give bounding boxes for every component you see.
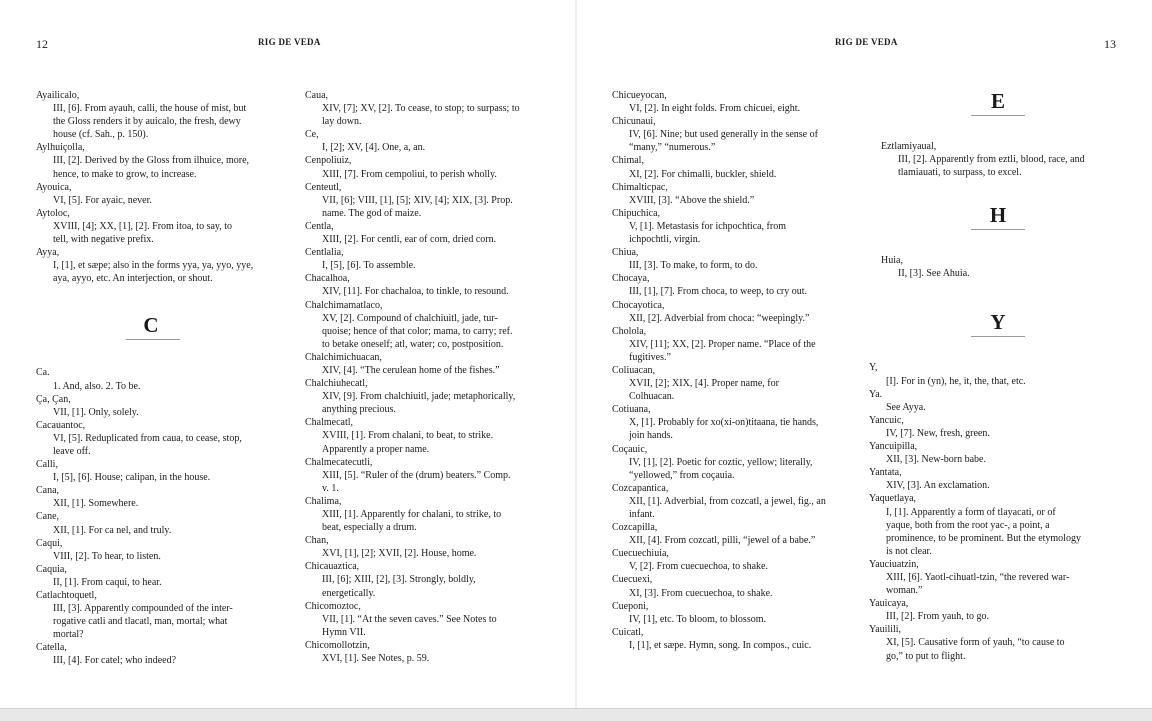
- entry-definition-line: XIII, [2]. For centli, ear of corn, dried corn.: [322, 234, 497, 246]
- entry-headword: Yancuipilla,: [869, 441, 918, 453]
- entries-a: [36, 89, 272, 285]
- entries-c-right: [612, 89, 850, 652]
- entry-definition-line: V, [1]. Metastasis for ichpochtica, from: [629, 220, 786, 232]
- glossary-entry: [36, 510, 272, 536]
- entry-headword: Ayouica,: [36, 181, 72, 193]
- entry-headword: Coçauic,: [612, 443, 648, 455]
- section-c: [36, 313, 272, 340]
- entry-definition-line: infant.: [629, 509, 655, 520]
- entry-definition-line: XI, [5]. Causative form of yauh, “to cause to: [886, 637, 1065, 649]
- entry-headword: Chiua,: [612, 247, 639, 259]
- entry-headword: Cozcapantica,: [612, 482, 669, 494]
- entry-definition-line: “many,” “numerous.”: [629, 142, 716, 154]
- glossary-entry: [612, 181, 850, 207]
- entry-headword: Centeutl,: [305, 181, 342, 193]
- entry-definition-line: XIII, [5]. “Ruler of the (drum) beaters.” Comp.: [322, 469, 511, 481]
- entry-definition-line: XVII, [2]; XIX, [4]. Proper name, for: [629, 378, 779, 390]
- entry-headword: Chicueyocan,: [612, 90, 667, 101]
- entry-headword: Chocayotica,: [612, 299, 665, 311]
- entry-definition-line: XII, [2]. Adverbial from choca: “weepingly.”: [629, 312, 810, 324]
- entries-y: [869, 361, 1119, 662]
- entry-headword: Ayailicalo,: [36, 90, 80, 101]
- glossary-entry: [36, 537, 272, 563]
- entry-definition-line: VI, [5]. Reduplicated from caua, to cease, stop,: [53, 432, 242, 444]
- glossary-entry: [305, 456, 545, 495]
- entry-definition-line: II, [1]. From caqui, to hear.: [53, 576, 162, 588]
- glossary-entry: [36, 563, 272, 589]
- entry-headword: Aylhuiçolla,: [36, 142, 85, 154]
- entry-definition-line: quoise; hence of that color; mama, to carry; ref.: [322, 325, 513, 337]
- entry-definition-line: prominence, to be prominent. But the etymology: [886, 532, 1081, 544]
- glossary-entry: [881, 254, 1119, 280]
- entry-definition-line: II, [3]. See Ahuia.: [898, 268, 970, 280]
- entry-definition-line: I, [1], et sæpe. Hymn, song. In compos., cuic.: [629, 639, 812, 651]
- entries-c-cont: [305, 89, 545, 665]
- entries-e: [869, 140, 1119, 179]
- glossary-entry: [305, 89, 545, 128]
- entry-definition-line: v. 1.: [322, 482, 339, 494]
- entry-definition-line: VII, [1]. “At the seven caves.” See Notes to: [322, 613, 497, 625]
- glossary-entry: [869, 414, 1119, 440]
- glossary-entry: [612, 207, 850, 246]
- entry-definition-line: aya, ayyo, etc. An interjection, or shout.: [53, 273, 213, 285]
- glossary-entry: [36, 484, 272, 510]
- entry-definition-line: XII, [1]. Adverbial, from cozcatl, a jewel, fig., an: [629, 495, 826, 507]
- entry-headword: Caquia,: [36, 563, 67, 575]
- entry-headword: Chan,: [305, 535, 329, 547]
- entry-headword: Ayya,: [36, 247, 60, 259]
- entry-definition-line: XIV, [9]. From chalchiuitl, jade; metaphorically,: [322, 391, 516, 403]
- entry-headword: Cozcapilla,: [612, 522, 658, 534]
- entry-definition-line: tlamiauati, to surpass, to excel.: [898, 167, 1022, 179]
- glossary-entry: [305, 600, 545, 639]
- glossary-entry: [612, 547, 850, 573]
- section-h: [869, 203, 1119, 230]
- entry-headword: Catella,: [36, 642, 67, 654]
- glossary-entry: [612, 115, 850, 154]
- entry-definition-line: XIII, [1]. Apparently for chalani, to strike, to: [322, 509, 502, 520]
- glossary-entry: [305, 220, 545, 246]
- section-letter-c: C: [143, 313, 159, 338]
- glossary-entry: [36, 589, 272, 641]
- entry-headword: Huia,: [881, 255, 903, 267]
- entry-definition-line: III, [6]. From ayauh, calli, the house of mist, but: [53, 103, 247, 115]
- glossary-entry: [305, 351, 545, 377]
- entry-definition-line: I, [1]. Apparently a form of tlayacati, or of: [886, 506, 1056, 518]
- entry-definition-line: VIII, [2]. To hear, to listen.: [53, 550, 161, 562]
- glossary-entry: [305, 128, 545, 154]
- entry-definition-line: III, [2]. Derived by the Gloss from ilhuice, more,: [53, 155, 250, 167]
- entry-definition-line: is not clear.: [886, 545, 932, 557]
- entry-headword: Cana,: [36, 485, 60, 497]
- entry-definition-line: Hymn VII.: [322, 626, 366, 638]
- entry-definition-line: XIV, [11]; XX, [2]. Proper name. “Place of the: [629, 338, 816, 350]
- entry-headword: Chicomollotzin,: [305, 639, 370, 651]
- entry-definition-line: I, [5], [6]. House; calipan, in the house.: [53, 472, 211, 484]
- viewer-bottom-bar: [0, 708, 1152, 721]
- glossary-entry: [612, 272, 850, 298]
- entry-headword: Cuecuechiuia,: [612, 548, 669, 560]
- entry-headword: Yancuic,: [869, 414, 904, 426]
- entry-definition-line: anything precious.: [322, 404, 396, 416]
- entry-headword: Cuecuexi,: [612, 574, 653, 586]
- entry-definition-line: the Gloss renders it by auicalo, the fresh, dewy: [53, 116, 241, 128]
- glossary-entry: [305, 246, 545, 272]
- entry-definition-line: XIV, [3]. An exclamation.: [886, 480, 990, 492]
- entry-definition-line: XVIII, [1]. From chalani, to beat, to strike.: [322, 430, 494, 442]
- entry-definition-line: tell, with negative prefix.: [53, 234, 154, 246]
- entry-definition-line: fugitives.”: [629, 351, 671, 363]
- entry-definition-line: III, [6]; XIII, [2], [3]. Strongly, boldly,: [322, 574, 476, 586]
- entry-definition-line: XVI, [1], [2]; XVII, [2]. House, home.: [322, 548, 477, 560]
- right-page-number: 13: [1104, 37, 1116, 51]
- entry-headword: Chalchimamatlaco,: [305, 299, 383, 311]
- glossary-entry: [305, 534, 545, 560]
- glossary-entry: [305, 639, 545, 665]
- entry-headword: Catlachtoquetl,: [36, 590, 97, 601]
- entry-definition-line: IV, [1], [2]. Poetic for coztic, yellow; literally,: [629, 456, 813, 468]
- entry-headword: Centla,: [305, 220, 334, 232]
- glossary-entry: [36, 246, 272, 285]
- entry-headword: Ça, Çan,: [36, 393, 71, 405]
- entry-definition-line: Apparently a proper name.: [322, 443, 430, 455]
- entry-definition-line: VI, [2]. In eight folds. From chicuei, eight.: [629, 103, 801, 115]
- entry-definition-line: IV, [6]. Nine; but used generally in the sense of: [629, 129, 818, 141]
- entry-definition-line: rogative catli and tlacatl, man, mortal; what: [53, 616, 228, 628]
- glossary-entry: [612, 626, 850, 652]
- entry-headword: Eztlamiyaual,: [881, 141, 937, 152]
- section-letter-y: Y: [990, 310, 1006, 335]
- left-page-number: 12: [36, 37, 48, 51]
- glossary-entry: [305, 181, 545, 220]
- glossary-entry: [612, 482, 850, 521]
- glossary-entry: [305, 299, 545, 351]
- section-rule: [971, 229, 1025, 230]
- entry-definition-line: XIII, [6]. Yaotl-cihuatl-tzin, “the revered war-: [886, 571, 1070, 583]
- entry-definition-line: III, [3]. To make, to form, to do.: [629, 260, 758, 272]
- entry-headword: Yauciuatzin,: [869, 558, 919, 570]
- entry-definition-line: XIV, [11]. For chachaloa, to tinkle, to resound.: [322, 286, 509, 298]
- entry-definition-line: XII, [3]. New-born babe.: [886, 454, 986, 466]
- glossary-entry: [612, 364, 850, 403]
- left-column-1: [36, 89, 272, 668]
- entry-definition-line: yaque, both from the root yac-, a point, a: [886, 519, 1050, 531]
- entry-definition-line: See Ayya.: [886, 401, 926, 413]
- glossary-entry: [36, 89, 272, 141]
- entry-definition-line: I, [1], et sæpe; also in the forms yya, ya, yyo, yye,: [53, 260, 254, 272]
- entry-definition-line: Colhuacan.: [629, 391, 675, 403]
- entry-definition-line: XII, [1]. For ca nel, and truly.: [53, 524, 172, 536]
- entry-headword: Cacauantoc,: [36, 419, 86, 431]
- entry-definition-line: mortal?: [53, 629, 84, 641]
- entry-definition-line: VII, [1]. Only, solely.: [53, 406, 139, 418]
- glossary-entry: [36, 141, 272, 180]
- entry-headword: Aytoloc,: [36, 207, 70, 219]
- glossary-entry: [36, 458, 272, 484]
- entry-headword: Cane,: [36, 511, 60, 523]
- glossary-entry: [305, 560, 545, 599]
- glossary-entry: [305, 495, 545, 534]
- glossary-entry: [36, 393, 272, 419]
- glossary-entry: [305, 272, 545, 298]
- entry-definition-line: III, [2]. Apparently from eztli, blood, race, and: [898, 154, 1085, 166]
- entry-definition-line: energetically.: [322, 587, 376, 599]
- section-rule: [126, 339, 180, 340]
- glossary-entry: [36, 207, 272, 246]
- glossary-entry: [869, 558, 1119, 597]
- entry-definition-line: XVIII, [3]. “Above the shield.”: [629, 194, 755, 206]
- entry-definition-line: name. The god of maize.: [322, 207, 422, 219]
- entry-headword: Caqui,: [36, 537, 63, 549]
- entry-headword: Ce,: [305, 129, 319, 141]
- entry-definition-line: XV, [2]. Compound of chalchiuitl, jade, tur-: [322, 312, 498, 324]
- book-gutter: [575, 0, 577, 708]
- section-rule: [971, 115, 1025, 116]
- section-letter-e: E: [990, 89, 1005, 113]
- entries-h: [869, 254, 1119, 280]
- left-column-2: [305, 89, 545, 665]
- entry-definition-line: XI, [3]. From cuecuechoa, to shake.: [629, 587, 773, 599]
- glossary-entry: [36, 366, 272, 392]
- entry-headword: Chacalhoa,: [305, 273, 350, 285]
- entry-headword: Yauicaya,: [869, 598, 909, 610]
- entry-definition-line: I, [5], [6]. To assemble.: [322, 260, 416, 272]
- entry-definition-line: III, [1], [7]. From choca, to weep, to cry out.: [629, 286, 807, 298]
- entry-definition-line: leave off.: [53, 445, 91, 457]
- entry-headword: Chicunaui,: [612, 116, 656, 128]
- entry-headword: Chalchiuhecatl,: [305, 378, 368, 390]
- glossary-entry: [36, 641, 272, 667]
- entry-definition-line: hence, to make to grow, to increase.: [53, 168, 197, 180]
- entries-c: [36, 366, 272, 667]
- section-y: [869, 310, 1119, 337]
- glossary-entry: [612, 246, 850, 272]
- entry-definition-line: ichpochtli, virgin.: [629, 234, 701, 246]
- glossary-entry: [36, 181, 272, 207]
- glossary-entry: [869, 623, 1119, 662]
- entry-headword: Cenpoliuiz,: [305, 155, 352, 167]
- entry-headword: Chicomoztoc,: [305, 600, 361, 612]
- entry-definition-line: join hands.: [629, 430, 673, 442]
- entry-definition-line: lay down.: [322, 116, 362, 128]
- entry-definition-line: XVIII, [4]; XX, [1], [2]. From itoa, to say, to: [53, 220, 233, 232]
- entry-headword: Chimal,: [612, 155, 644, 167]
- glossary-entry: [869, 388, 1119, 414]
- section-e: [869, 89, 1119, 116]
- entry-headword: Yaquetlaya,: [869, 493, 917, 505]
- entry-definition-line: [I]. For in (yn), he, it, the, that, etc.: [886, 375, 1026, 387]
- glossary-entry: [869, 440, 1119, 466]
- entry-headword: Chimalticpac,: [612, 181, 668, 193]
- glossary-entry: [869, 597, 1119, 623]
- glossary-entry: [612, 403, 850, 442]
- glossary-entry: [36, 419, 272, 458]
- entry-headword: Yauilili,: [869, 624, 902, 636]
- entry-definition-line: VI, [5]. For ayaic, never.: [53, 194, 152, 206]
- right-running-head: RIG DE VEDA: [835, 37, 898, 47]
- entry-headword: Calli,: [36, 459, 58, 471]
- glossary-entry: [612, 443, 850, 482]
- entry-headword: Chalmecatecutli,: [305, 456, 373, 468]
- entry-headword: Yantata,: [869, 467, 902, 479]
- right-column-2: [869, 89, 1119, 663]
- entry-headword: Centlalia,: [305, 247, 344, 259]
- entry-definition-line: XIV, [4]. “The cerulean home of the fishes.”: [322, 364, 500, 376]
- glossary-entry: [305, 416, 545, 455]
- entry-definition-line: woman.”: [886, 585, 923, 597]
- entry-definition-line: III, [3]. Apparently compounded of the inter-: [53, 603, 233, 615]
- entry-definition-line: go,” to put to flight.: [886, 650, 966, 662]
- entry-definition-line: III, [2]. From yauh, to go.: [886, 611, 990, 623]
- right-column-1: [612, 89, 850, 652]
- entry-definition-line: XI, [2]. For chimalli, buckler, shield.: [629, 168, 777, 180]
- entry-definition-line: XVI, [1]. See Notes, p. 59.: [322, 653, 430, 665]
- entry-definition-line: IV, [7]. New, fresh, green.: [886, 427, 990, 439]
- glossary-entry: [612, 521, 850, 547]
- entry-definition-line: III, [4]. For catel; who indeed?: [53, 655, 177, 667]
- left-running-head: RIG DE VEDA: [258, 37, 321, 47]
- entry-headword: Coliuacan,: [612, 364, 656, 376]
- glossary-entry: [612, 600, 850, 626]
- entry-headword: Chicauaztica,: [305, 561, 360, 573]
- entry-definition-line: house (cf. Sah., p. 150).: [53, 129, 149, 141]
- entry-headword: Cuicatl,: [612, 626, 644, 638]
- section-letter-h: H: [989, 203, 1007, 228]
- entry-definition-line: XII, [1]. Somewhere.: [53, 498, 139, 510]
- entry-headword: Cholola,: [612, 325, 647, 337]
- glossary-entry: [869, 466, 1119, 492]
- entry-headword: Ya.: [869, 388, 883, 400]
- entry-definition-line: 1. And, also. 2. To be.: [53, 380, 141, 392]
- entry-headword: Chipuchica,: [612, 207, 661, 219]
- entry-headword: Chocaya,: [612, 273, 650, 285]
- glossary-entry: [612, 573, 850, 599]
- entry-definition-line: “yellowed,” from coçauia.: [629, 469, 735, 481]
- glossary-entry: [869, 361, 1119, 387]
- entry-headword: Chalima,: [305, 495, 342, 507]
- glossary-entry: [881, 140, 1119, 179]
- glossary-entry: [305, 377, 545, 416]
- glossary-entry: [612, 89, 850, 115]
- entry-headword: Cueponi,: [612, 600, 649, 612]
- entry-definition-line: to betake oneself; atl, water; co, postposition.: [322, 338, 504, 350]
- entry-headword: Cotiuana,: [612, 404, 651, 416]
- entry-definition-line: XIII, [7]. From cempoliui, to perish wholly.: [322, 168, 497, 180]
- glossary-entry: [305, 154, 545, 180]
- section-rule: [971, 336, 1025, 337]
- glossary-entry: [869, 492, 1119, 557]
- entry-headword: Y,: [869, 362, 878, 374]
- glossary-entry: [612, 325, 850, 364]
- entry-definition-line: VII, [6]; VIII, [1], [5]; XIV, [4]; XIX, [3]. Prop.: [322, 194, 513, 206]
- entry-definition-line: XIV, [7]; XV, [2]. To cease, to stop; to surpass; to: [322, 103, 520, 115]
- entry-headword: Chalchimichuacan,: [305, 351, 382, 363]
- entry-definition-line: V, [2]. From cuecuechoa, to shake.: [629, 561, 768, 573]
- glossary-entry: [612, 154, 850, 180]
- entry-headword: Caua,: [305, 90, 329, 101]
- glossary-entry: [612, 299, 850, 325]
- entry-definition-line: XII, [4]. From cozcatl, pilli, “jewel of a babe.”: [629, 535, 816, 547]
- entry-headword: Chalmecatl,: [305, 417, 354, 429]
- entry-definition-line: I, [2]; XV, [4]. One, a, an.: [322, 142, 426, 154]
- entry-definition-line: beat, especially a drum.: [322, 522, 417, 534]
- entry-definition-line: X, [1]. Probably for xo(xi-on)titaana, tie hands,: [629, 417, 819, 429]
- entry-headword: Ca.: [36, 367, 50, 379]
- entry-definition-line: IV, [1], etc. To bloom, to blossom.: [629, 613, 766, 625]
